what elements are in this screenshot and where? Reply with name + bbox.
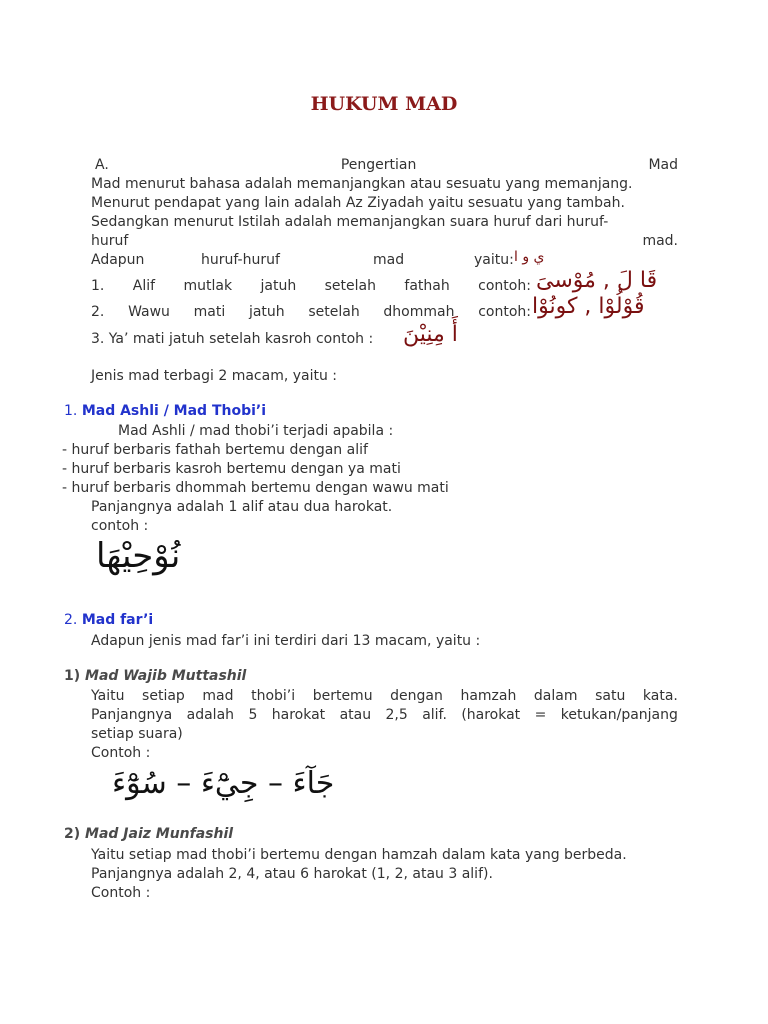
word: mati [193, 304, 226, 320]
word: A. [95, 157, 109, 173]
word: bertemu [312, 688, 373, 704]
word: (harokat [461, 707, 521, 723]
heading-number: 2. [64, 612, 78, 628]
list-item: - huruf berbaris kasroh bertemu dengan ya mati [62, 461, 401, 477]
word: kata. [642, 688, 678, 704]
word: setiap [142, 688, 185, 704]
wajib-example: جَآءَ – جِيْٓءَ – سُوْٓءَ [112, 766, 335, 801]
word: Pengertian [340, 157, 417, 173]
wajib-heading [64, 668, 246, 684]
item-2 [91, 303, 531, 322]
mad-fari-intro: Adapun jenis mad far’i ini terdiri dari 13 macam, yaitu : [91, 633, 481, 649]
contoh-label: Contoh : [91, 745, 151, 761]
jaiz-line: Yaitu setiap mad thobi’i bertemu dengan hamzah dalam kata yang berbeda. [91, 847, 627, 863]
word: Yaitu [91, 688, 125, 704]
word: Wawu [128, 304, 170, 320]
word: mutlak [183, 278, 233, 294]
word: ketukan/panjang [560, 707, 678, 723]
word: Panjangnya [91, 707, 173, 723]
word: setelah [324, 278, 376, 294]
word: mad [202, 688, 234, 704]
word: mad [373, 252, 405, 268]
definition-line: Menurut pendapat yang lain adalah Az Ziyadah yaitu sesuatu yang tambah. [91, 195, 625, 211]
wajib-line: setiap suara) [91, 726, 183, 742]
heading-text: Mad Wajib Muttashil [85, 668, 247, 684]
mad-ashli-heading [64, 403, 266, 419]
wajib-line [91, 706, 678, 725]
item-3: 3. Ya’ mati jatuh setelah kasroh contoh : [91, 331, 374, 347]
page-title: HUKUM MAD [310, 93, 458, 115]
word: dhommah [383, 304, 455, 320]
word: huruf-huruf [201, 252, 280, 268]
word: thobi’i [251, 688, 296, 704]
contoh-label: Contoh : [91, 885, 151, 901]
word: hamzah [460, 688, 517, 704]
jaiz-heading [64, 826, 233, 842]
heading-number: 1) [64, 668, 81, 684]
word: 5 [248, 707, 258, 723]
word: jatuh [248, 304, 285, 320]
item-1 [91, 277, 531, 296]
word: fathah [404, 278, 450, 294]
mad-ashli-intro: Mad Ashli / mad thobi’i terjadi apabila : [118, 423, 394, 439]
word: = [534, 707, 547, 723]
word: Alif [132, 278, 156, 294]
word: setelah [308, 304, 360, 320]
word: dengan [390, 688, 443, 704]
word: mad. [642, 233, 678, 249]
list-item: - huruf berbaris fathah bertemu dengan alif [62, 442, 368, 458]
word: harokat [271, 707, 326, 723]
item-1-arabic: قَا لَ , مُوْسىَ [536, 268, 658, 293]
word: huruf [91, 233, 129, 249]
item-3-arabic: أَ مِنِيْنَ [403, 322, 458, 347]
list-item: - huruf berbaris dhommah bertemu dengan wawu mati [62, 480, 449, 496]
word: Adapun [91, 252, 145, 268]
word: satu [595, 688, 626, 704]
wajib-line [91, 687, 678, 706]
item-2-arabic: قُوْلُوْا , كونُوْا [532, 294, 645, 319]
definition-line: Mad menurut bahasa adalah memanjangkan atau sesuatu yang memanjang. [91, 176, 633, 192]
heading-text: Mad Ashli / Mad Thobi’i [81, 403, 267, 419]
word: dalam [533, 688, 578, 704]
word: Mad [648, 157, 678, 173]
heading-number: 1. [64, 403, 78, 419]
jenis-line: Jenis mad terbagi 2 macam, yaitu : [91, 368, 338, 384]
mad-fari-heading [64, 612, 153, 628]
word: contoh: [478, 278, 531, 294]
contoh-label: contoh : [91, 518, 149, 534]
section-a-heading [91, 156, 678, 175]
word: adalah [186, 707, 235, 723]
mad-ashli-example: نُوْحِيْهَا [96, 536, 181, 576]
word: yaitu: [474, 252, 514, 268]
jaiz-line: Panjangnya adalah 2, 4, atau 6 harokat (1, 2, atau 3 alif). [91, 866, 493, 882]
heading-number: 2) [64, 826, 81, 842]
heading-text: Mad far’i [81, 612, 154, 628]
word: 2. [91, 304, 105, 320]
panjang-line: Panjangnya adalah 1 alif atau dua harokat. [91, 499, 393, 515]
definition-line: Sedangkan menurut Istilah adalah memanjangkan suara huruf dari huruf- [91, 214, 609, 230]
word: contoh: [478, 304, 531, 320]
word: 2,5 [385, 707, 408, 723]
word: jatuh [260, 278, 297, 294]
word: atau [339, 707, 372, 723]
word: 1. [91, 278, 105, 294]
heading-text: Mad Jaiz Munfashil [85, 826, 234, 842]
mad-letters: ي و ا [514, 249, 545, 265]
word: alif. [422, 707, 447, 723]
